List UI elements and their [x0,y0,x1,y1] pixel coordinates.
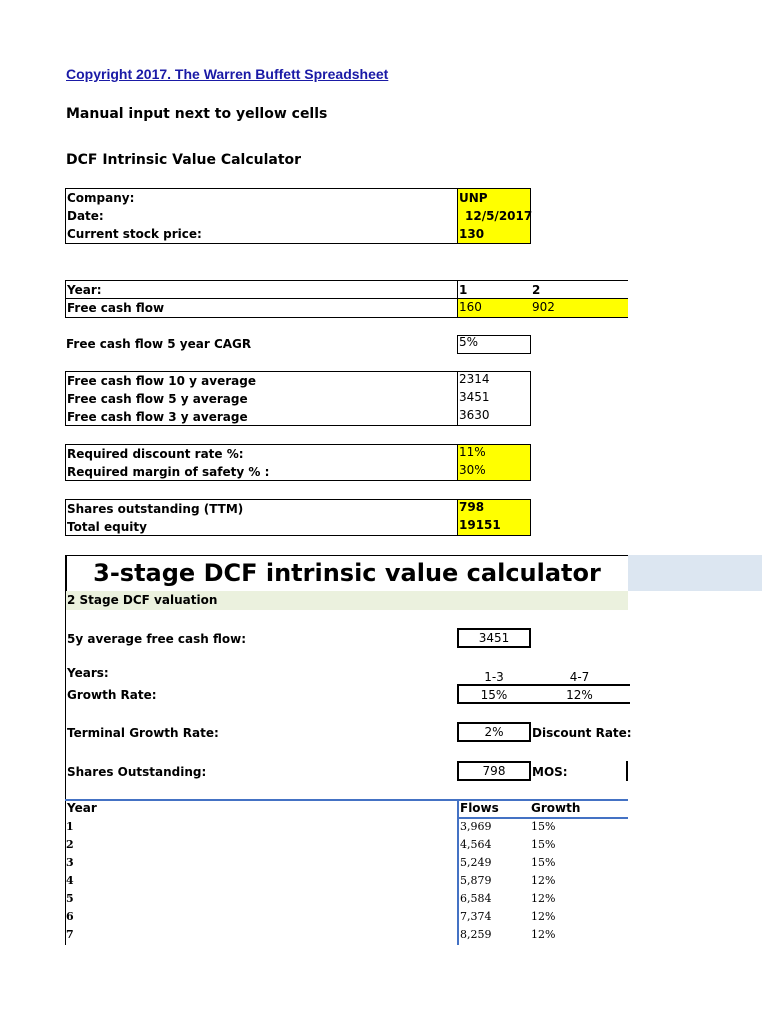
shares-label: Shares outstanding (TTM) [67,502,244,516]
mos-label: Required margin of safety % : [67,465,270,479]
instruction-text: Manual input next to yellow cells [66,106,328,122]
years-stage1: 1-3 [484,670,504,684]
table-row-year: 7 [66,928,74,941]
avg-fcf-label: 5y average free cash flow: [67,632,247,646]
company-value[interactable]: UNP [459,191,488,205]
table-row-flows: 4,564 [460,838,492,851]
table-header-year: Year [67,801,97,815]
avg3-label: Free cash flow 3 y average [67,410,248,424]
calculator-subtitle: 2 Stage DCF valuation [67,593,218,607]
table-row-growth: 12% [531,892,556,905]
discount-rate-label: Discount Rate: [532,726,632,740]
avg5-label: Free cash flow 5 y average [67,392,248,406]
table-header-growth: Growth [531,801,581,815]
fcf-value-1[interactable]: 160 [459,300,482,314]
avg3-value: 3630 [459,408,490,422]
table-row-growth: 12% [531,874,556,887]
table-row-flows: 7,374 [460,910,492,923]
price-value[interactable]: 130 [459,227,485,241]
growth-stage2: 12% [566,688,593,702]
table-row-growth: 12% [531,910,556,923]
price-label: Current stock price: [67,227,202,241]
table-row-growth: 12% [531,928,556,941]
mos-value[interactable]: 30% [459,463,486,477]
copyright-link[interactable]: Copyright 2017. The Warren Buffett Spreadsheet [66,66,389,82]
section-title: DCF Intrinsic Value Calculator [66,152,302,168]
equity-label: Total equity [67,520,147,534]
fcf-value-2[interactable]: 902 [532,300,555,314]
growth-stage1: 15% [480,688,508,702]
table-flows-divider [457,799,459,945]
table-row-year: 3 [66,856,74,869]
calc-shares-value: 798 [457,761,531,781]
year-2: 2 [532,283,541,297]
years-label: Years: [67,666,109,680]
calculator-title: 3-stage DCF intrinsic value calculator [93,559,601,587]
calc-mos-label: MOS: [532,765,568,779]
table-row-flows: 8,259 [460,928,492,941]
discount-value[interactable]: 11% [459,445,486,459]
growth-label: Growth Rate: [67,688,157,702]
table-header-flows: Flows [460,801,499,815]
table-row-growth: 15% [531,838,556,851]
table-row-flows: 5,879 [460,874,492,887]
equity-value[interactable]: 19151 [459,518,501,532]
table-row-flows: 6,584 [460,892,492,905]
avg-fcf-value: 3451 [457,628,531,648]
terminal-label: Terminal Growth Rate: [67,726,219,740]
avg10-value: 2314 [459,372,490,386]
table-row-year: 2 [66,838,74,851]
calc-shares-label: Shares Outstanding: [67,765,207,779]
calculator-banner-extension [628,555,762,591]
cagr-value: 5% [459,335,479,349]
table-row-growth: 15% [531,820,556,833]
table-row-year: 1 [66,820,74,833]
date-label: Date: [67,209,104,223]
date-value[interactable]: 12/5/2017 [465,209,533,223]
year-1: 1 [459,283,468,297]
table-row-flows: 5,249 [460,856,492,869]
table-row-year: 5 [66,892,74,905]
cagr-label: Free cash flow 5 year CAGR [66,337,252,351]
table-row-flows: 3,969 [460,820,492,833]
year-label: Year: [67,283,102,297]
avg10-label: Free cash flow 10 y average [67,374,256,388]
table-row-year: 6 [66,910,74,923]
table-row-year: 4 [66,874,74,887]
company-label: Company: [67,191,135,205]
avg5-value: 3451 [459,390,490,404]
discount-label: Required discount rate %: [67,447,244,461]
terminal-value: 2% [457,722,531,742]
shares-value[interactable]: 798 [459,500,485,514]
table-row-growth: 15% [531,856,556,869]
years-stage2: 4-7 [569,670,590,684]
fcf-label: Free cash flow [67,301,165,315]
